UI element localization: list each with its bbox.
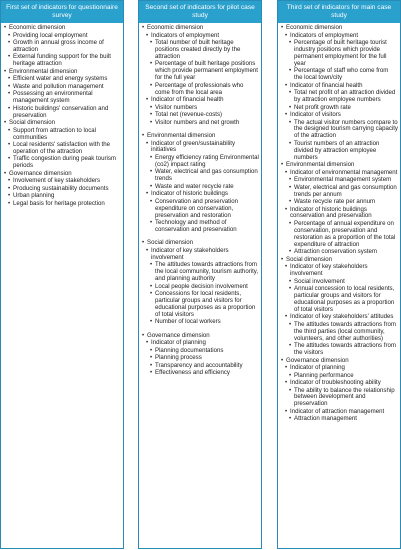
item-text: Total number of built heritage positions created directly by the attraction: [155, 39, 241, 60]
item-text: Percentage of built heritage tourist industry positions which provide permanent employment for the full year: [294, 39, 387, 67]
item-text: Social dimension: [9, 119, 56, 127]
indicator-item: [281, 207, 398, 221]
bullet-icon: •: [4, 119, 7, 127]
bullet-icon: •: [281, 161, 284, 169]
indicator-item: [4, 40, 121, 54]
sub-indicator-item: [281, 185, 398, 199]
item-text: Environmental management system: [294, 176, 392, 184]
item-text: Legal basis for heritage protection: [13, 199, 105, 207]
item-text: Water, electrical and gas consumption trends: [155, 168, 258, 183]
sub-indicator-item: [142, 40, 259, 61]
column-header: First set of indicators for questionnaire survey: [1, 1, 123, 23]
indicator-item: [281, 380, 398, 387]
item-text: Governance dimension: [9, 169, 72, 177]
sub-indicator-item: [281, 199, 398, 206]
item-text: Percentage of staff who come from the local town/city: [294, 67, 389, 82]
item-text: Indicator of historic buildings: [151, 190, 228, 198]
item-text: Percentage of professionals who come from the local area: [155, 81, 244, 96]
indicator-column-first-set: [0, 0, 124, 549]
item-text: Urban planning: [13, 192, 55, 200]
item-text: Planning documentations: [155, 346, 224, 354]
item-text: Visitor numbers and net growth: [155, 118, 240, 126]
bullet-icon: •: [142, 239, 145, 247]
bullet-icon: •: [150, 182, 153, 190]
bullet-icon: •: [150, 153, 153, 161]
item-text: Indicator of financial health: [290, 81, 363, 89]
item-text: Indicator of key stakeholders' attitudes: [290, 313, 394, 321]
bullet-icon: •: [150, 290, 153, 298]
item-text: Attraction conservation system: [294, 248, 377, 256]
bullet-icon: •: [8, 53, 11, 61]
bullet-icon: •: [289, 342, 292, 350]
sub-indicator-item: [281, 141, 398, 162]
column-body: [278, 23, 400, 423]
bullet-icon: •: [8, 104, 11, 112]
bullet-icon: •: [285, 263, 288, 271]
item-text: The attitudes towards attractions from the visitors: [294, 342, 396, 357]
bullet-icon: •: [289, 371, 292, 379]
bullet-icon: •: [150, 369, 153, 377]
bullet-icon: •: [285, 364, 288, 372]
bullet-icon: •: [281, 255, 284, 263]
bullet-icon: •: [289, 67, 292, 75]
item-text: Economic dimension: [286, 24, 343, 31]
item-text: Waste recycle rate per annum: [294, 198, 376, 206]
item-text: Concessions for local residents, particular groups and visitors for educational purposes as a proportion of total visitors: [155, 290, 256, 318]
bullet-icon: •: [8, 126, 11, 134]
bullet-icon: •: [4, 169, 7, 177]
indicator-item: [281, 264, 398, 278]
item-text: Indicator of planning: [151, 339, 206, 347]
bullet-icon: •: [150, 219, 153, 227]
bullet-icon: •: [281, 356, 284, 364]
item-text: Environmental dimension: [9, 67, 78, 75]
bullet-icon: •: [289, 386, 292, 394]
bullet-icon: •: [150, 282, 153, 290]
bullet-icon: •: [289, 118, 292, 126]
item-text: Indicator of key stakeholders involvement: [151, 246, 229, 261]
dimension-item: [281, 25, 398, 32]
bullet-icon: •: [285, 31, 288, 39]
item-text: Percentage of built heritage positions which provide permanent employment for the full year: [155, 60, 258, 82]
column-header: Third set of indicators for main case study: [278, 1, 400, 23]
item-text: Net profit growth rate: [294, 103, 351, 111]
item-text: Total net profit of an attraction divided by attraction employee numbers: [294, 89, 396, 104]
sub-indicator-item: [142, 262, 259, 283]
item-text: The actual visitor numbers compare to the designed tourism carrying capacity of the attraction: [294, 118, 398, 140]
bullet-icon: •: [150, 354, 153, 362]
bullet-icon: •: [289, 198, 292, 206]
item-text: Producing sustainability documents: [13, 184, 109, 192]
bullet-icon: •: [289, 176, 292, 184]
bullet-icon: •: [289, 248, 292, 256]
item-text: Local residents' satisfaction with the operation of the attraction: [13, 141, 111, 155]
bullet-icon: •: [289, 277, 292, 285]
bullet-icon: •: [8, 155, 11, 163]
item-text: Indicator of troubleshooting ability: [290, 379, 381, 387]
item-text: Planning performance: [294, 371, 354, 379]
item-text: Traffic congestion during peak tourism periods: [13, 155, 116, 170]
item-text: Planning process: [155, 354, 202, 362]
bullet-icon: •: [146, 139, 149, 147]
indicator-column-third-set: [277, 0, 401, 549]
bullet-icon: •: [281, 24, 284, 31]
dimension-item: [142, 25, 259, 32]
bullet-icon: •: [146, 96, 149, 104]
indicator-item: [142, 141, 259, 155]
item-text: The ability to balance the relationship between development and preservation: [294, 386, 395, 408]
sub-indicator-item: [281, 68, 398, 82]
indicator-item: [4, 201, 121, 208]
item-text: Social dimension: [147, 239, 194, 247]
bullet-icon: •: [289, 415, 292, 423]
bullet-icon: •: [285, 111, 288, 119]
bullet-icon: •: [150, 118, 153, 126]
indicator-item: [142, 97, 259, 104]
item-text: External funding support for the built heritage attraction: [13, 53, 111, 68]
item-text: Tourist numbers of an attraction divided by attraction employee numbers: [294, 139, 380, 161]
item-text: Attraction management: [294, 415, 358, 423]
item-text: Number of local workers: [155, 318, 221, 326]
item-text: Social dimension: [286, 255, 333, 263]
bullet-icon: •: [142, 132, 145, 140]
item-text: Waste and water recycle rate: [155, 182, 234, 190]
item-text: Conservation and preservation expenditure on conservation, preservation and restoration: [155, 197, 238, 219]
item-text: Indicator of key stakeholders involvement: [290, 263, 368, 278]
sub-indicator-item: [281, 388, 398, 409]
item-text: Water, electrical and gas consumption trends per annum: [294, 183, 397, 198]
column-body: [1, 23, 123, 208]
sub-indicator-item: [281, 322, 398, 343]
item-text: Indicator of planning: [290, 364, 345, 372]
dimension-item: [4, 120, 121, 127]
bullet-icon: •: [8, 192, 11, 200]
sub-indicator-item: [142, 220, 259, 234]
sub-indicator-item: [281, 286, 398, 314]
indicator-item: [4, 91, 121, 105]
indicator-item: [4, 106, 121, 120]
indicator-item: [281, 365, 398, 372]
bullet-icon: •: [289, 89, 292, 97]
column-header: Second set of indicators for pilot case study: [139, 1, 261, 23]
item-text: Visitor numbers: [155, 103, 198, 111]
bullet-icon: •: [142, 24, 145, 31]
sub-indicator-item: [281, 221, 398, 249]
item-text: Effectiveness and efficiency: [155, 369, 230, 377]
item-text: Governance dimension: [147, 331, 210, 339]
indicator-column-second-set: [138, 0, 262, 549]
bullet-icon: •: [150, 111, 153, 119]
bullet-icon: •: [8, 177, 11, 185]
bullet-icon: •: [4, 67, 7, 75]
item-text: Local people decision involvement: [155, 282, 248, 290]
sub-indicator-item: [142, 169, 259, 183]
indicator-item: [4, 156, 121, 170]
indicator-item: [142, 248, 259, 262]
sub-indicator-item: [142, 319, 259, 326]
item-text: Transparency and accountability: [155, 361, 243, 369]
bullet-icon: •: [150, 346, 153, 354]
bullet-icon: •: [285, 407, 288, 415]
bullet-icon: •: [289, 103, 292, 111]
dimension-item: [4, 25, 121, 32]
item-text: Indicator of green/sustainability initiatives: [151, 139, 236, 154]
sub-indicator-item: [142, 83, 259, 97]
item-text: Indicator of environmental management: [290, 168, 398, 176]
item-text: Technology and method of conservation and preservation: [155, 219, 237, 233]
item-text: Indicator of historic buildings conservation and preservation: [290, 205, 372, 220]
bullet-icon: •: [285, 205, 288, 213]
bullet-icon: •: [150, 81, 153, 89]
sub-indicator-item: [142, 291, 259, 319]
bullet-icon: •: [289, 183, 292, 191]
sub-indicator-item: [281, 416, 398, 423]
item-text: Waste and pollution management: [13, 82, 104, 90]
bullet-icon: •: [285, 168, 288, 176]
sub-indicator-item: [142, 155, 259, 169]
bullet-icon: •: [8, 39, 11, 46]
dimension-item: [142, 133, 259, 140]
bullet-icon: •: [150, 318, 153, 326]
bullet-icon: •: [8, 31, 11, 39]
item-text: Social involvement: [294, 277, 345, 285]
bullet-icon: •: [146, 246, 149, 254]
bullet-icon: •: [285, 379, 288, 387]
bullet-icon: •: [289, 320, 292, 328]
bullet-icon: •: [146, 31, 149, 39]
indicator-item: [4, 128, 121, 142]
bullet-icon: •: [150, 361, 153, 369]
item-text: Economic dimension: [147, 24, 204, 31]
bullet-icon: •: [150, 261, 153, 269]
sub-indicator-item: [281, 40, 398, 68]
bullet-icon: •: [150, 60, 153, 68]
item-text: Indicators of employment: [151, 31, 220, 39]
bullet-icon: •: [289, 139, 292, 147]
sub-indicator-item: [281, 120, 398, 141]
item-text: Energy efficiency rating Environmental (co2) impact rating: [155, 153, 259, 168]
item-text: Governance dimension: [286, 356, 349, 364]
item-text: Environmental dimension: [147, 132, 216, 140]
bullet-icon: •: [289, 285, 292, 293]
item-text: Indicator of attraction management: [290, 407, 385, 415]
bullet-icon: •: [285, 313, 288, 321]
bullet-icon: •: [8, 184, 11, 192]
item-text: Total net (revenue-costs): [155, 111, 223, 119]
item-text: Indicator of financial health: [151, 96, 224, 104]
item-text: The attitudes towards attractions from the local community, tourism authority, and planning authority: [155, 261, 259, 283]
bullet-icon: •: [8, 199, 11, 207]
bullet-icon: •: [285, 81, 288, 89]
item-text: Historic buildings' conservation and preservation: [13, 104, 109, 119]
item-text: The attitudes towards attractions from the third parties (local community, volunteers, and other authorities): [294, 320, 396, 342]
bullet-icon: •: [8, 141, 11, 149]
item-text: Indicators of employment: [290, 31, 359, 39]
item-text: Efficient water and energy systems: [13, 75, 108, 83]
indicator-item: [4, 54, 121, 68]
sub-indicator-item: [281, 343, 398, 357]
bullet-icon: •: [150, 39, 153, 46]
bullet-icon: •: [289, 219, 292, 227]
bullet-icon: •: [150, 168, 153, 176]
sub-indicator-item: [142, 61, 259, 82]
item-text: Possessing an environmental management system: [13, 90, 93, 105]
bullet-icon: •: [142, 331, 145, 339]
indicator-item: [281, 112, 398, 119]
sub-indicator-item: [142, 370, 259, 377]
sub-indicator-item: [281, 90, 398, 104]
bullet-icon: •: [289, 39, 292, 46]
item-text: Environmental dimension: [286, 161, 355, 169]
bullet-icon: •: [150, 197, 153, 205]
bullet-icon: •: [146, 339, 149, 347]
bullet-icon: •: [8, 90, 11, 98]
bullet-icon: •: [8, 75, 11, 83]
bullet-icon: •: [150, 103, 153, 111]
item-text: Annual concession to local residents, particular groups and visitors for educational purposes as a proportion of total visitors: [294, 285, 395, 313]
item-text: Support from attraction to local communities: [13, 126, 96, 141]
item-text: Growth in annual gross income of attraction: [13, 39, 104, 53]
bullet-icon: •: [4, 24, 7, 31]
bullet-icon: •: [146, 190, 149, 198]
indicator-item: [4, 142, 121, 156]
item-text: Economic dimension: [9, 24, 66, 31]
item-text: Indicator of visitors: [290, 111, 341, 119]
sub-indicator-item: [142, 199, 259, 220]
sub-indicator-item: [142, 112, 259, 119]
item-text: Percentage of annual expenditure on conservation, preservation and restoration as a proportion of the total expenditure of attraction: [294, 219, 396, 248]
column-body: [139, 23, 261, 377]
item-text: Providing local employment: [13, 31, 88, 39]
item-text: Involvement of key stakeholders: [13, 177, 101, 185]
sub-indicator-item: [142, 120, 259, 127]
bullet-icon: •: [8, 82, 11, 90]
